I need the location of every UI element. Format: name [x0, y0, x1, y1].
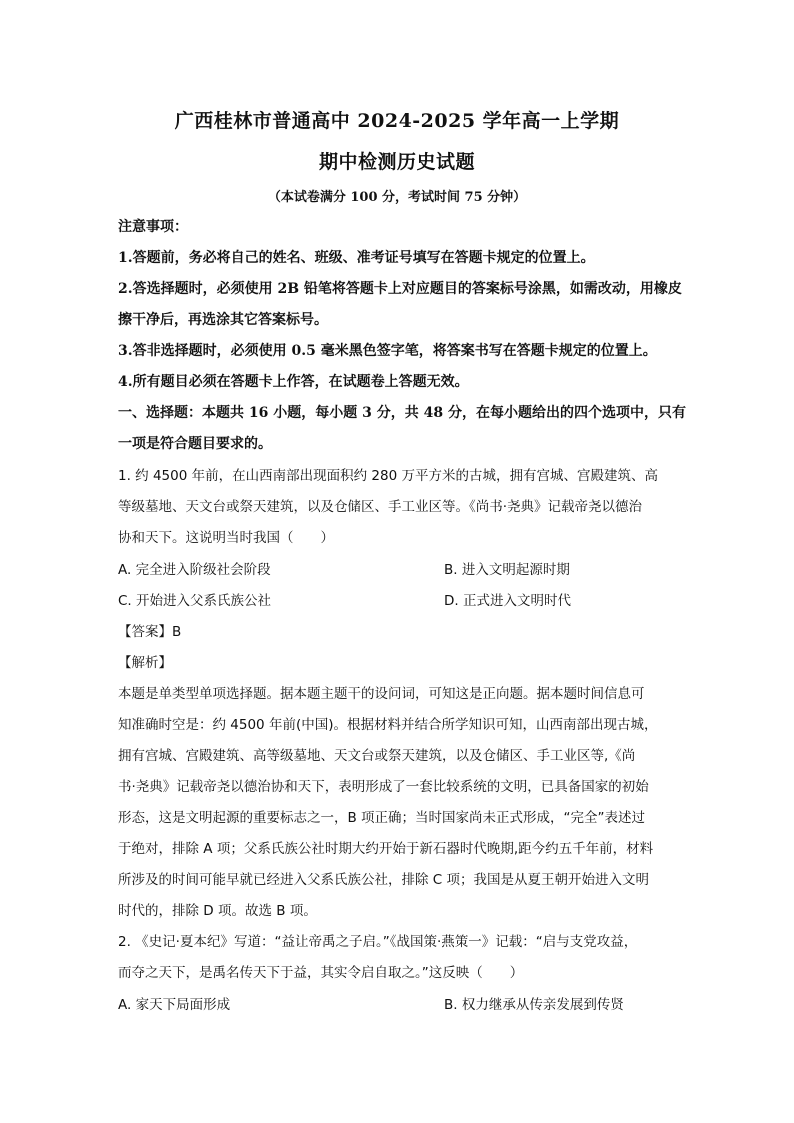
analysis-line: 时代的，排除 D 项。故选 B 项。 [118, 903, 317, 919]
question-1-answer: 【答案】B [118, 624, 182, 640]
note-item-3: 3.答非选择题时，必须使用 0.5 毫米黑色签字笔，将答案书写在答题卡规定的位置上。 [118, 343, 657, 359]
section-heading-line1: 一、选择题：本题共 16 小题，每小题 3 分，共 48 分，在每小题给出的四个选项中，只有 [118, 405, 686, 421]
question-2-stem-line2: 而夺之天下，是禹名传天下于益，其实令启自取之。”这反映（ ） [118, 965, 524, 981]
page-title-line2: 期中检测历史试题 [318, 151, 475, 173]
note-item-2-line2: 擦干净后，再选涂其它答案标号。 [118, 312, 328, 328]
page-title: 广西桂林市普通高中 2024-2025 学年高一上学期 [174, 110, 620, 132]
section-heading-line2: 一项是符合题目要求的。 [118, 436, 272, 452]
analysis-line: 本题是单类型单项选择题。据本题主题干的设问词，可知这是正向题。据本题时间信息可 [118, 686, 645, 702]
question-1-stem-line1: 1. 约 4500 年前，在山西南部出现面积约 280 万平方米的古城，拥有宫城、宫殿建筑、高 [118, 468, 658, 484]
note-item-2-line1: 2.答选择题时，必须使用 2B 铅笔将答题卡上对应题目的答案标号涂黑，如需改动，用橡皮 [118, 281, 682, 297]
question-1-option-b: B. 进入文明起源时期 [444, 562, 570, 578]
analysis-line: 知准确时空是：约 4500 年前(中国)。根据材料并结合所学知识可知，山西南部出现古城， [118, 717, 658, 733]
analysis-line: 形态，这是文明起源的重要标志之一，B 项正确；当时国家尚未正式形成，“完全”表述过 [118, 810, 646, 826]
question-1-option-a: A. 完全进入阶级社会阶段 [118, 562, 271, 578]
question-1-stem-line3: 协和天下。这说明当时我国（ ） [118, 530, 334, 546]
question-2-stem-line1: 2. 《史记·夏本纪》写道：“益让帝禹之子启。”《战国策·燕策一》记载：“启与支党攻益， [118, 934, 638, 950]
question-2-option-b: B. 权力继承从传亲发展到传贤 [444, 997, 624, 1013]
analysis-line: 所涉及的时间可能早就已经进入父系氏族公社，排除 C 项；我国是从夏王朝开始进入文明 [118, 872, 650, 888]
question-1-option-c: C. 开始进入父系氏族公社 [118, 593, 272, 609]
analysis-line: 拥有宫城、宫殿建筑、高等级墓地、天文台或祭天建筑，以及仓储区、手工业区等,《尚 [118, 748, 636, 764]
question-1-option-d: D. 正式进入文明时代 [444, 593, 571, 609]
question-1-analysis-label: 【解析】 [118, 655, 172, 671]
notes-heading: 注意事项： [118, 219, 188, 235]
analysis-line: 于绝对，排除 A 项；父系氏族公社时期大约开始于新石器时代晚期,距今约五千年前，材料 [118, 841, 654, 857]
question-2-option-a: A. 家天下局面形成 [118, 997, 231, 1013]
analysis-line: 书·尧典》记载帝尧以德治协和天下，表明形成了一套比较系统的文明，已具备国家的初始 [118, 779, 649, 795]
note-item-4: 4.所有题目必须在答题卡上作答，在试题卷上答题无效。 [118, 374, 469, 390]
question-1-stem-line2: 等级墓地、天文台或祭天建筑，以及仓储区、手工业区等。《尚书·尧典》记载帝尧以德治 [118, 499, 643, 515]
note-item-1: 1.答题前，务必将自己的姓名、班级、准考证号填写在答题卡规定的位置上。 [118, 250, 595, 266]
exam-info: （本试卷满分 100 分，考试时间 75 分钟） [267, 190, 527, 205]
